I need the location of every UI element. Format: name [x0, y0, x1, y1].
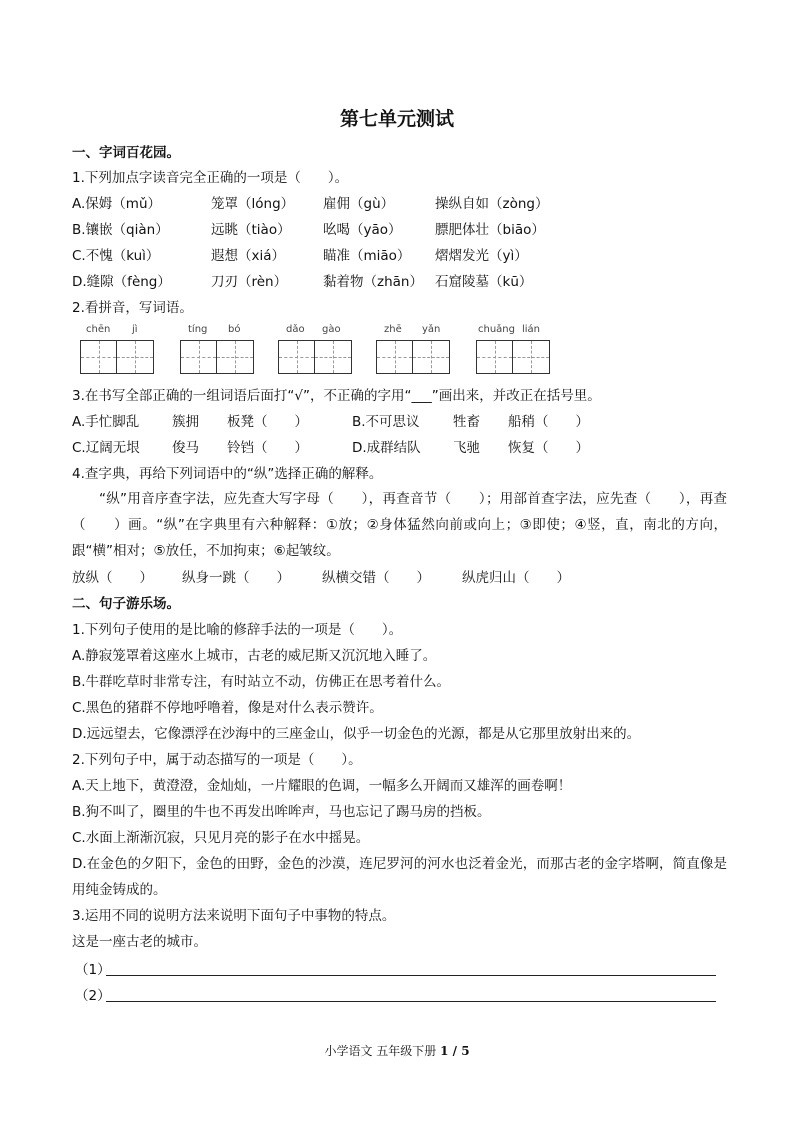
q3-word[interactable]: 铃铛（ ） — [227, 440, 308, 456]
q1-option: 远眺（tiào） — [211, 222, 291, 238]
q1-option: C.不愧（kuì） — [72, 248, 160, 264]
q1-option: 操纵自如（zòng） — [435, 196, 549, 212]
q1-option: 遐想（xiá） — [211, 248, 286, 264]
blank-label: （2） — [75, 988, 111, 1004]
page-footer — [0, 1042, 794, 1059]
q1-option: 吆喝（yāo） — [323, 222, 402, 238]
pinyin: tíng — [188, 324, 208, 335]
q1-option: D.缝隙（fèng） — [72, 274, 171, 290]
section-heading-1: 一、字词百花园。 — [72, 145, 180, 161]
answer-line[interactable] — [106, 1000, 716, 1002]
q1-option: 石窟陵墓（kū） — [435, 274, 533, 290]
s2-q1-option: C.黑色的猪群不停地呼噜着，像是对什么表示赞许。 — [72, 700, 383, 716]
writing-boxes[interactable] — [476, 340, 550, 374]
q3-word: 牲畜 — [453, 414, 480, 430]
s2-q1-option: B.牛群吃草时非常专注，有时站立不动，仿佛正在思考着什么。 — [72, 674, 451, 690]
q1-option: 膘肥体壮（biāo） — [435, 222, 545, 238]
q4-item[interactable]: 纵横交错（ ） — [322, 570, 430, 586]
pinyin: bó — [228, 324, 241, 335]
s2-q1-stem: 1.下列句子使用的是比喻的修辞手法的一项是（ ）。 — [72, 622, 403, 638]
s2-q2-option: C.水面上渐渐沉寂，只见月亮的影子在水中摇晃。 — [72, 830, 370, 846]
q3-word[interactable]: 船稍（ ） — [508, 414, 589, 430]
q3-word: A.手忙脚乱 — [72, 414, 140, 430]
pinyin: zhē — [384, 324, 402, 335]
s2-q3-sentence: 这是一座古老的城市。 — [72, 934, 207, 950]
q1-option: A.保姆（mǔ） — [72, 196, 161, 212]
pinyin: yǎn — [422, 324, 441, 335]
q1-option: 黏着物（zhān） — [323, 274, 423, 290]
q3-word: 俊马 — [172, 440, 199, 456]
page-number: 1 / 5 — [440, 1044, 470, 1058]
q1-stem: 1.下列加点字读音完全正确的一项是（ ）。 — [72, 170, 349, 186]
q4-item[interactable]: 纵虎归山（ ） — [462, 570, 570, 586]
s2-q1-option: D.远远望去，它像漂浮在沙海中的三座金山，似乎一切金色的光源，都是从它那里放射出来的。 — [72, 726, 641, 742]
footer-text: 小学语文 五年级下册 — [324, 1044, 437, 1058]
s2-q1-option: A.静寂笼罩着这座水上城市，古老的威尼斯又沉沉地入睡了。 — [72, 648, 437, 664]
q4-item[interactable]: 纵身一跳（ ） — [182, 570, 290, 586]
q3-stem-text: 3.在书写全部正确的一组词语后面打“√”，不正确的字用“___”画出来，并改正在括号里。 — [72, 388, 601, 404]
q3-word: B.不可思议 — [352, 414, 420, 430]
q1-option: 瞄准（miāo） — [323, 248, 411, 264]
q4-paragraph: “纵”用音序查字法，应先查大写字母（ ），再查音节（ ）；用部首查字法，应先查（ ），再查（ ）画。“纵”在字典里有六种解释：①放；②身体猛然向前或向上；③即使；④竖，直，南北的方向，跟“横”相对；⑤放任，不加拘束；⑥起皱纹。 — [72, 491, 727, 559]
blank-label: （1） — [75, 962, 111, 978]
q1-option: 笼罩（lóng） — [211, 196, 295, 212]
writing-boxes[interactable] — [376, 340, 450, 374]
q1-option: 雇佣（gù） — [323, 196, 395, 212]
q2-stem: 2.看拼音，写词语。 — [72, 300, 193, 316]
q3-word: 飞驰 — [453, 440, 480, 456]
writing-boxes[interactable] — [80, 340, 154, 374]
q3-word[interactable]: 恢复（ ） — [508, 440, 589, 456]
s2-q2-option-d: D.在金色的夕阳下，金色的田野，金色的沙漠，连尼罗河的河水也泛着金光，而那古老的金字塔啊，简直像是用纯金铸成的。 — [72, 856, 727, 898]
pinyin: chuǎng — [478, 324, 515, 335]
q4-stem: 4.查字典，再给下列词语中的“纵”选择正确的解释。 — [72, 466, 383, 482]
q1-option: 刀刃（rèn） — [211, 274, 288, 290]
s2-q2-stem: 2.下列句子中，属于动态描写的一项是（ ）。 — [72, 752, 362, 768]
writing-boxes[interactable] — [278, 340, 352, 374]
page-title: 第七单元测试 — [339, 108, 454, 130]
pinyin: chēn — [86, 324, 111, 335]
q3-word: 簇拥 — [172, 414, 199, 430]
pinyin: lián — [522, 324, 541, 335]
s2-q2-option: B.狗不叫了，圈里的牛也不再发出哞哞声，马也忘记了踢马房的挡板。 — [72, 804, 491, 820]
q3-word: D.成群结队 — [352, 440, 421, 456]
section-heading-2: 二、句子游乐场。 — [72, 596, 180, 612]
q4-item[interactable]: 放纵（ ） — [72, 570, 153, 586]
q3-word: C.辽阔无垠 — [72, 440, 140, 456]
pinyin: dǎo — [286, 324, 305, 335]
q1-option: B.镶嵌（qiàn） — [72, 222, 169, 238]
q3-word[interactable]: 板凳（ ） — [227, 414, 308, 430]
writing-boxes[interactable] — [180, 340, 254, 374]
pinyin: gào — [322, 324, 341, 335]
q1-option: 熠熠发光（yì） — [435, 248, 528, 264]
s2-q3-stem: 3.运用不同的说明方法来说明下面句子中事物的特点。 — [72, 908, 396, 924]
answer-line[interactable] — [106, 974, 716, 976]
pinyin: jì — [132, 324, 138, 335]
s2-q2-option: A.天上地下，黄澄澄，金灿灿，一片耀眼的色调，一幅多么开阔而又雄浑的画卷啊！ — [72, 778, 572, 794]
